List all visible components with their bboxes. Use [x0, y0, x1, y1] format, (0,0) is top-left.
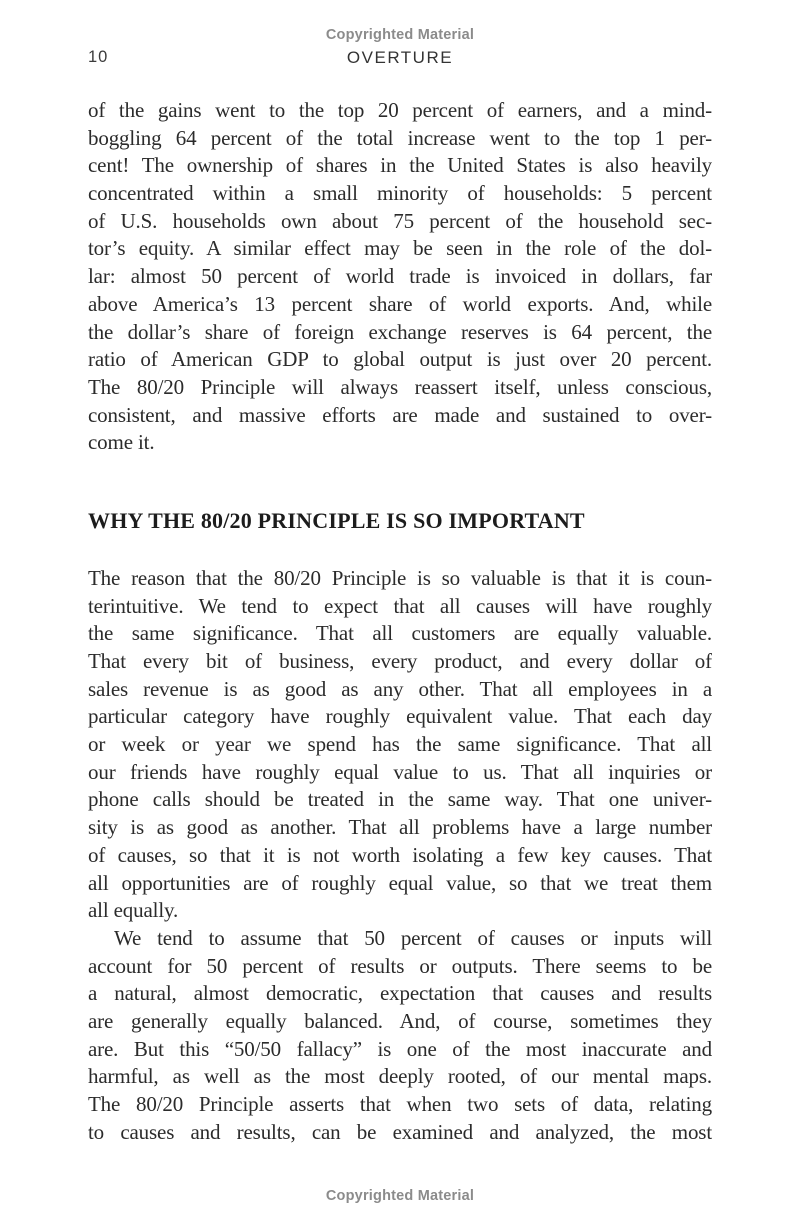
text-line: lar: almost 50 percent of world trade is invoiced in dollars, far: [88, 264, 712, 289]
text-line: The 80/20 Principle asserts that when two sets of data, relating: [88, 1092, 712, 1116]
paragraph: [88, 925, 712, 1147]
text-line: particular category have roughly equivalent value. That each day: [88, 704, 712, 729]
text-line: the dollar’s share of foreign exchange reserves is 64 percent, the: [88, 319, 712, 344]
text-line: sales revenue is as good as any other. That all employees in a: [88, 676, 712, 701]
text-line: terintuitive. We tend to expect that all causes will have roughly: [88, 593, 712, 618]
text-line: concentrated within a small minority of households: 5 percent: [88, 181, 712, 206]
text-line: come it.: [88, 430, 155, 455]
text-line: harmful, as well as the most deeply rooted, of our mental maps.: [88, 1064, 712, 1089]
text-line: sity is as good as another. That all problems have a large number: [88, 815, 712, 840]
text-line: cent! The ownership of shares in the United States is also heavily: [88, 153, 712, 178]
text-line: ratio of American GDP to global output is just over 20 percent.: [88, 347, 712, 372]
text-line: phone calls should be treated in the same way. That one univer-: [88, 787, 712, 812]
text-line: all equally.: [88, 898, 179, 923]
text-line: to causes and results, can be examined and analyzed, the most: [88, 1119, 712, 1144]
paragraph: [88, 97, 712, 457]
paragraph: [88, 565, 712, 925]
text-line: tor’s equity. A similar effect may be seen in the role of the dol-: [88, 236, 712, 261]
text-line: or week or year we spend has the same significance. That all: [88, 732, 712, 757]
text-line: all opportunities are of roughly equal value, so that we treat them: [88, 870, 712, 895]
text-line: That every bit of business, every product, and every dollar of: [88, 649, 712, 673]
copyright-notice-bottom: Copyrighted Material: [325, 1188, 475, 1205]
text-line: boggling 64 percent of the total increase went to the top 1 per-: [88, 125, 712, 150]
text-line: above America’s 13 percent share of world exports. And, while: [88, 291, 712, 316]
text-line: our friends have roughly equal value to us. That all inquiries or: [88, 759, 712, 784]
text-line: consistent, and massive efforts are made and sustained to over-: [88, 402, 712, 427]
text-line: are generally equally balanced. And, of course, sometimes they: [88, 1008, 712, 1033]
text-line: the same significance. That all customers are equally valuable.: [88, 621, 712, 646]
text-line: We tend to assume that 50 percent of causes or inputs will: [114, 925, 712, 950]
text-line: of U.S. households own about 75 percent of the household sec-: [88, 208, 712, 233]
copyright-notice-top: Copyrighted Material: [325, 27, 475, 43]
text-line: of the gains went to the top 20 percent of earners, and a mind-: [88, 98, 712, 122]
text-line: are. But this “50/50 fallacy” is one of the most inaccurate and: [88, 1036, 712, 1061]
text-line: of causes, so that it is not worth isolating a few key causes. That: [88, 842, 712, 867]
section-heading: WHY THE 80/20 PRINCIPLE IS SO IMPORTANT: [88, 507, 585, 533]
text-line: a natural, almost democratic, expectation that causes and results: [88, 981, 712, 1006]
running-header: OVERTURE: [346, 48, 454, 67]
text-line: The reason that the 80/20 Principle is so valuable is that it is coun-: [88, 565, 712, 590]
page-number: 10: [88, 48, 109, 66]
page-body: [88, 97, 712, 1146]
page-header: [0, 48, 800, 68]
text-line: account for 50 percent of results or outputs. There seems to be: [88, 953, 712, 978]
text-line: The 80/20 Principle will always reassert itself, unless conscious,: [88, 374, 712, 399]
